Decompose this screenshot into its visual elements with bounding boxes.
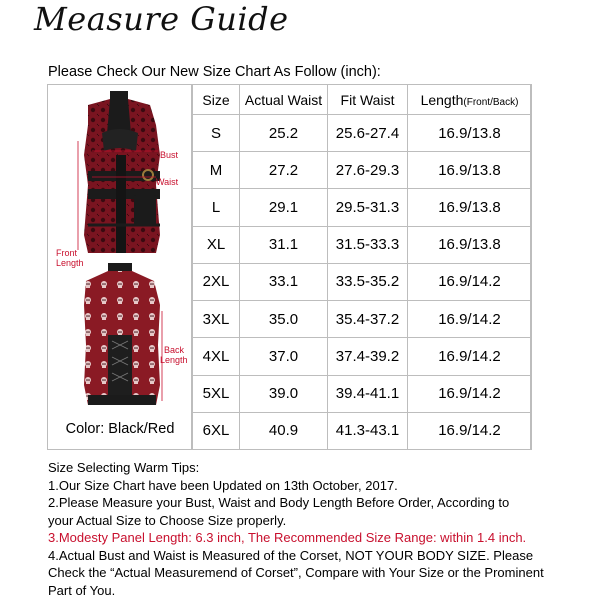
cell-size: 4XL: [193, 338, 240, 375]
front-length-label-1: Front: [56, 248, 78, 258]
tip-line: 1.Our Size Chart have been Updated on 13th October, 2017.: [48, 477, 398, 493]
size-table: [192, 84, 532, 450]
cell-fit-waist: 35.4-37.2: [328, 301, 408, 338]
cell-size: M: [193, 152, 240, 189]
table-row: [193, 152, 532, 189]
tip-line: 2.Please Measure your Bust, Waist and Body Length Before Order, According to: [48, 495, 510, 510]
cell-fit-waist: 33.5-35.2: [328, 263, 408, 300]
table-row: [193, 375, 532, 412]
cell-length: 16.9/13.8: [408, 115, 532, 152]
header-length: [408, 85, 532, 115]
cell-actual-waist: 29.1: [240, 189, 328, 226]
waist-label: Waist: [156, 177, 179, 187]
tip-line: Part of You.: [48, 582, 116, 598]
tip-line-highlight: 3.Modesty Panel Length: 6.3 inch, The Recommended Size Range: within 1.4 inch.: [48, 530, 527, 545]
cell-length: 16.9/14.2: [408, 263, 532, 300]
front-corset-image: [84, 91, 160, 253]
warm-tips: [48, 459, 593, 599]
back-length-label-1: Back: [164, 345, 185, 355]
cell-actual-waist: 33.1: [240, 263, 328, 300]
cell-size: 5XL: [193, 375, 240, 412]
chart-subtitle: Please Check Our New Size Chart As Follow (inch):: [48, 64, 381, 80]
cell-length: 16.9/13.8: [408, 226, 532, 263]
cell-actual-waist: 31.1: [240, 226, 328, 263]
cell-fit-waist: 31.5-33.3: [328, 226, 408, 263]
table-row: [193, 115, 532, 152]
table-header-row: [193, 85, 532, 115]
corset-illustration: [48, 85, 192, 421]
cell-size: L: [193, 189, 240, 226]
cell-fit-waist: 25.6-27.4: [328, 115, 408, 152]
header-actual-waist: Actual Waist: [240, 85, 328, 115]
cell-size: XL: [193, 226, 240, 263]
cell-actual-waist: 25.2: [240, 115, 328, 152]
cell-actual-waist: 27.2: [240, 152, 328, 189]
header-fit-waist: Fit Waist: [328, 85, 408, 115]
cell-actual-waist: 37.0: [240, 338, 328, 375]
tip-line: 4.Actual Bust and Waist is Measured of the Corset, NOT YOUR BODY SIZE. Please: [48, 547, 534, 563]
cell-length: 16.9/13.8: [408, 152, 532, 189]
cell-size: 6XL: [193, 412, 240, 449]
cell-actual-waist: 39.0: [240, 375, 328, 412]
cell-size: 2XL: [193, 263, 240, 300]
tip-line: your Actual Size to Choose Size properly.: [48, 512, 287, 528]
table-row: [193, 263, 532, 300]
cell-fit-waist: 39.4-41.1: [328, 375, 408, 412]
cell-fit-waist: 37.4-39.2: [328, 338, 408, 375]
cell-size: S: [193, 115, 240, 152]
header-length-note: (Front/Back): [463, 96, 519, 108]
page-title: Measure Guide: [34, 0, 289, 38]
cell-actual-waist: 40.9: [240, 412, 328, 449]
bust-label: Bust: [160, 150, 179, 160]
header-length-main: Length: [420, 91, 464, 108]
cell-actual-waist: 35.0: [240, 301, 328, 338]
table-row: [193, 189, 532, 226]
cell-length: 16.9/14.2: [408, 412, 532, 449]
table-row: [193, 338, 532, 375]
color-caption: Color: Black/Red: [65, 421, 175, 437]
cell-length: 16.9/13.8: [408, 189, 532, 226]
table-row: [193, 301, 532, 338]
corset-photo-panel: [48, 85, 192, 449]
table-row: [193, 226, 532, 263]
table-row: [193, 412, 532, 449]
cell-fit-waist: 27.6-29.3: [328, 152, 408, 189]
cell-length: 16.9/14.2: [408, 338, 532, 375]
cell-fit-waist: 29.5-31.3: [328, 189, 408, 226]
tips-heading: Size Selecting Warm Tips:: [48, 460, 200, 475]
front-length-label-2: Length: [56, 258, 84, 268]
cell-fit-waist: 41.3-43.1: [328, 412, 408, 449]
cell-size: 3XL: [193, 301, 240, 338]
back-corset-image: [84, 263, 160, 405]
cell-length: 16.9/14.2: [408, 301, 532, 338]
tip-line: Check the “Actual Measuremend of Corset”, Compare with Your Size or the Prominent: [48, 565, 544, 580]
cell-length: 16.9/14.2: [408, 375, 532, 412]
back-length-label-2: Length: [160, 355, 188, 365]
header-size: Size: [193, 85, 240, 115]
